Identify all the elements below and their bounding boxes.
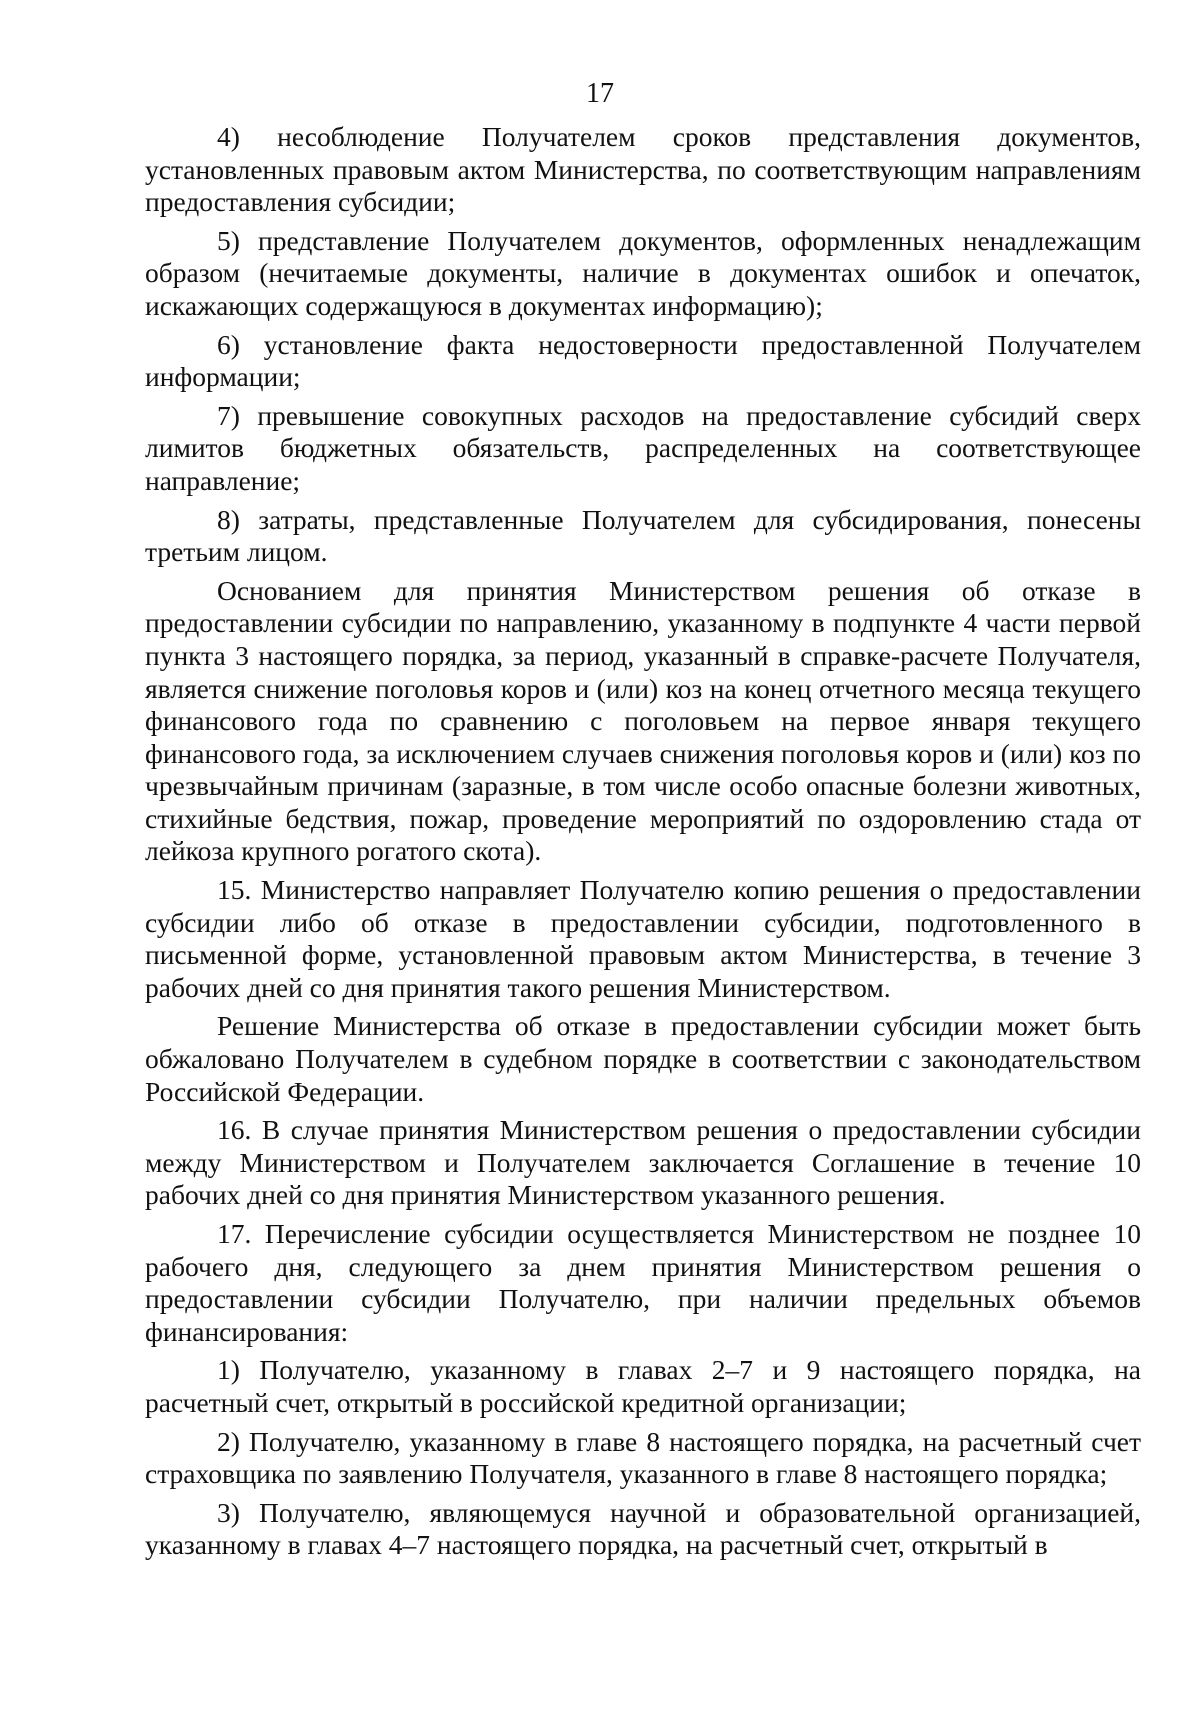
paragraph-item-6: 6) установление факта недостоверности предоставленной Получателем информации; bbox=[145, 328, 1141, 393]
document-body bbox=[145, 121, 1141, 1562]
paragraph-refusal-basis: Основанием для принятия Министерством решения об отказе в предоставлении субсидии по направлению, указанному в подпункте 4 части первой пункта 3 настоящего порядка, за период, указанный в справке-расчете Получателя, является снижение поголовья коров и (или) коз на конец отчетного месяца текущего финансового года по сравнению с поголовьем на первое января текущего финансового года, за исключением случаев снижения поголовья коров и (или) коз по чрезвычайным причинам (заразные, в том числе особо опасные болезни животных, стихийные бедствия, пожар, проведение мероприятий по оздоровлению стада от лейкоза крупного рогатого скота). bbox=[145, 574, 1141, 867]
paragraph-item-5: 5) представление Получателем документов, оформленных ненадлежащим образом (нечитаемые документы, наличие в документах ошибок и опечаток, искажающих содержащуюся в документах информацию); bbox=[145, 224, 1141, 321]
paragraph-point-16: 16. В случае принятия Министерством решения о предоставлении субсидии между Министерством и Получателем заключается Соглашение в течение 10 рабочих дней со дня принятия Министерством указанного решения. bbox=[145, 1114, 1141, 1211]
paragraph-item-8: 8) затраты, представленные Получателем для субсидирования, понесены третьим лицом. bbox=[145, 503, 1141, 568]
page-number: 17 bbox=[586, 78, 614, 109]
paragraph-appeal: Решение Министерства об отказе в предоставлении субсидии может быть обжаловано Получателем в судебном порядке в соответствии с законодательством Российской Федерации. bbox=[145, 1010, 1141, 1107]
paragraph-point-17: 17. Перечисление субсидии осуществляется Министерством не позднее 10 рабочего дня, следующего за днем принятия Министерством решения о предоставлении субсидии Получателю, при наличии предельных объемов финансирования: bbox=[145, 1218, 1141, 1347]
paragraph-item-4: 4) несоблюдение Получателем сроков представления документов, установленных правовым актом Министерства, по соответствующим направлениям предоставления субсидии; bbox=[145, 121, 1141, 218]
paragraph-subitem-2: 2) Получателю, указанному в главе 8 настоящего порядка, на расчетный счет страховщика по заявлению Получателя, указанного в главе 8 настоящего порядка; bbox=[145, 1425, 1141, 1490]
paragraph-subitem-1: 1) Получателю, указанному в главах 2–7 и 9 настоящего порядка, на расчетный счет, открытый в российской кредитной организации; bbox=[145, 1354, 1141, 1418]
paragraph-subitem-3: 3) Получателю, являющемуся научной и образовательной организацией, указанному в главах 4–7 настоящего порядка, на расчетный счет, открытый в bbox=[145, 1496, 1141, 1561]
paragraph-item-7: 7) превышение совокупных расходов на предоставление субсидий сверх лимитов бюджетных обязательств, распределенных на соответствующее направление; bbox=[145, 399, 1141, 496]
paragraph-point-15: 15. Министерство направляет Получателю копию решения о предоставлении субсидии либо об отказе в предоставлении субсидии, подготовленного в письменной форме, установленной правовым актом Министерства, в течение 3 рабочих дней со дня принятия такого решения Министерством. bbox=[145, 874, 1141, 1003]
